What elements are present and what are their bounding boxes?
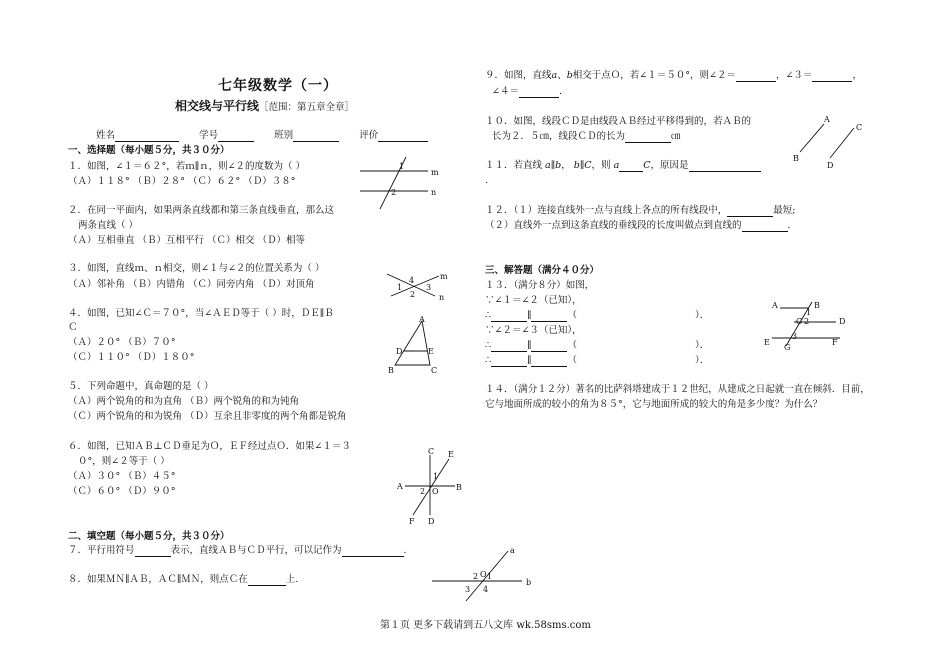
q6-options-ab: （Ａ）３０° （Ｂ）４５° (68, 471, 176, 482)
q3-text: ３．如图，直线ｍ、ｎ相交，则∠１与∠２的位置关系为（ ） (68, 263, 325, 274)
q13-label-F: F (832, 338, 838, 347)
q12-blank-1[interactable] (727, 206, 773, 217)
info-row (96, 130, 428, 142)
q13-label-B: B (814, 301, 820, 310)
q10-figure (790, 112, 870, 172)
q13-row-3: ∵∠２＝∠３（已知）， (485, 325, 582, 336)
class-label: 班别 (274, 130, 294, 141)
number-label: 学号 (199, 130, 219, 141)
q9-blank-1[interactable] (736, 71, 776, 82)
q3-label-1: 1 (397, 283, 403, 292)
q5-options-ab: （Ａ）两个锐角的和为直角 （Ｂ）两个锐角的和为钝角 (68, 396, 300, 407)
q3-label-2: 2 (410, 290, 416, 299)
q8-blank[interactable] (248, 575, 286, 586)
page-title: 七年级数学（一） (218, 78, 338, 94)
q13-blank-4a[interactable] (491, 341, 527, 352)
q5-options-cd: （Ｃ）两个锐角的和为锐角 （Ｄ）互余且非零度的两个角都是锐角 (68, 411, 347, 422)
q8-text: ８．如果ＭＮ∥ＡＢ，ＡＣ∥ＭＮ，则点Ｃ在 上. (68, 574, 299, 585)
q9-text-cont: ∠４＝ . (492, 86, 562, 97)
q13-blank-5a[interactable] (491, 356, 527, 367)
q12-part1: １２．（１）连接直线外一点与直线上各点的所有线段中， 最短; (485, 205, 796, 216)
q9-text: ９．如图，直线a、b相交于点Ｏ，若∠１＝５０°，则∠２＝ ，∠３＝ ， (485, 70, 862, 81)
q4-label-A: A (419, 315, 425, 324)
q1-text: １．如图，∠１＝６２°，若ｍ∥ｎ，则∠２的度数为（ ） (68, 161, 306, 172)
q7-blank-1[interactable] (135, 546, 171, 557)
q13-label-3: 3 (792, 332, 798, 341)
page-footer: 第１页 更多下载请到五八文库 wk.58sms.com (380, 620, 591, 631)
q3-options: （Ａ）邻补角 （Ｂ）内错角 （Ｃ）同旁内角 （Ｄ）对顶角 (68, 279, 315, 290)
q13-label-1: 1 (806, 308, 812, 317)
q6-label-F: F (409, 517, 415, 526)
number-blank[interactable] (218, 131, 254, 142)
q3-figure (385, 268, 455, 308)
q4-label-D: D (396, 347, 403, 356)
name-label: 姓名 (96, 130, 116, 141)
q6-label-C: C (428, 447, 435, 456)
q13-row-5: ∴ ∥ （ ）． (485, 355, 710, 366)
q13-label-E: E (764, 338, 770, 347)
q6-label-O: O (432, 487, 439, 496)
q13-label-C: C (796, 317, 803, 326)
q14-text-cont: 它与地面所成的较小的角为８５°，它与地面所成的较大的角是多少度？为什么？ (485, 399, 823, 410)
q9-figure (430, 545, 540, 603)
q13-row-2: ∴ ∥ （ ）． (485, 310, 710, 321)
page-subtitle-row (175, 100, 354, 114)
q9-label-1: 1 (487, 572, 493, 581)
q6-label-D: D (428, 517, 435, 526)
q6-label-E: E (448, 450, 454, 459)
q11-blank-2[interactable] (689, 161, 761, 172)
q6-options-cd: （Ｃ）６０° （Ｄ）９０° (68, 486, 176, 497)
q6-text: ６．如图，已知ＡＢ⊥ＣＤ垂足为Ｏ，ＥＦ经过点Ｏ．如果∠１＝３ (68, 441, 351, 452)
q14-text: １４．（满分１２分）著名的比萨斜塔建成于１２世纪，从建成之日起就一直在倾斜．目前， (485, 384, 870, 395)
q6-figure (395, 445, 470, 530)
q13-title: １３．（满分８分）如图， (485, 280, 595, 291)
q10-label-B: B (793, 154, 799, 163)
q6-label-2: 2 (420, 487, 426, 496)
q4-text-cont: Ｃ (68, 322, 78, 333)
q1-figure (358, 155, 448, 215)
q4-label-B: B (388, 366, 394, 375)
q3-label-3: 3 (426, 283, 432, 292)
q1-label-n: n (431, 188, 437, 197)
q9-blank-3[interactable] (519, 87, 559, 98)
q9-label-2: 2 (473, 572, 479, 581)
q13-blank-2b[interactable] (531, 311, 567, 322)
q4-options-ab: （Ａ）２０° （Ｂ）７０° (68, 337, 176, 348)
q1-options: （Ａ）１１８° （Ｂ）２８° （Ｃ）６２° （Ｄ）３８° (68, 176, 296, 187)
q6-text-cont: ０°，则∠２等于（ ） (78, 456, 170, 467)
q13-blank-5b[interactable] (531, 356, 567, 367)
grade-label: 评价 (359, 130, 379, 141)
q9-label-a: a (510, 546, 515, 555)
q13-label-A: A (772, 301, 778, 310)
q13-label-D: D (839, 317, 846, 326)
q3-label-n: n (439, 293, 445, 302)
q1-label-1: 1 (399, 162, 405, 171)
q7-blank-2[interactable] (342, 546, 404, 557)
q4-label-C: C (431, 366, 438, 375)
q7-text: ７．平行用符号 表示，直线ＡＢ与ＣＤ平行，可以记作为 . (68, 545, 407, 556)
q13-label-2: 2 (804, 317, 810, 326)
grade-blank[interactable] (378, 131, 428, 142)
q2-options: （Ａ）互相垂直 （Ｂ）互相平行 （Ｃ）相交 （Ｄ）相等 (68, 235, 306, 246)
q9-label-O: O (480, 570, 487, 579)
q4-text: ４．如图，已知∠Ｃ＝７０°，当∠ＡＥＤ等于（ ）时，ＤＥ∥Ｂ (68, 308, 334, 319)
q13-row-1: ∵∠１＝∠２（已知）， (485, 295, 582, 306)
q6-label-A: A (397, 482, 403, 491)
q11-text: １１．若直线 a∥b， b∥C，则 a C，原因是 (485, 160, 761, 172)
q13-blank-4b[interactable] (531, 341, 567, 352)
q13-label-G: G (784, 343, 791, 352)
q10-text-cont: 长为２．５㎝，线段ＣＤ的长为 ㎝ (492, 131, 681, 142)
q13-figure (762, 298, 862, 354)
q9-label-3: 3 (465, 585, 471, 594)
q9-blank-2[interactable] (812, 71, 852, 82)
q4-figure (385, 315, 445, 377)
q6-label-1: 1 (433, 472, 439, 481)
q1-label-m: m (431, 168, 439, 177)
q10-label-A: A (824, 115, 830, 124)
q5-text: ５．下列命题中，真命题的是（ ） (68, 381, 214, 392)
name-blank[interactable] (115, 131, 179, 142)
q9-label-b: b (526, 578, 532, 587)
q13-row-4: ∴ ∥ （ ）． (485, 340, 710, 351)
q2-text: ２．在同一平面内，如果两条直线都和第三条直线垂直，那么这 (68, 205, 335, 216)
q10-label-C: C (856, 123, 863, 132)
section-fill-title: 二、填空题（每小题５分，共３０分） (68, 531, 230, 542)
class-blank[interactable] (293, 131, 339, 142)
q12-part2: （２）直线外一点到这条直线的垂线段的长度叫做点到直线的 . (485, 220, 791, 231)
page-subtitle: 相交线与平行线 (175, 99, 260, 113)
q4-label-E: E (428, 347, 434, 356)
q6-label-B: B (456, 483, 462, 492)
q1-label-2: 2 (391, 188, 397, 197)
q10-label-D: D (827, 161, 834, 170)
q10-blank[interactable] (625, 132, 671, 143)
q10-text: １０．如图，线段ＣＤ是由线段ＡＢ经过平移得到的，若ＡＢ的 (485, 116, 752, 127)
section-solve-title: 三、解答题（满分４０分） (485, 265, 600, 276)
q11-end: . (485, 175, 489, 186)
section-choice-title: 一、选择题（每小题５分，共３０分） (68, 145, 230, 156)
q3-label-4: 4 (409, 276, 415, 285)
scope-note: ［范围：第五章全章］ (259, 102, 355, 113)
q12-blank-2[interactable] (742, 221, 788, 232)
q11-blank-1[interactable] (619, 161, 643, 172)
q3-label-m: m (440, 272, 448, 281)
q4-options-cd: （Ｃ）１１０° （Ｄ）１８０° (68, 352, 195, 363)
q13-blank-2a[interactable] (491, 311, 527, 322)
q2-text-cont: 两条直线（ ） (78, 220, 139, 231)
q9-label-4: 4 (483, 585, 489, 594)
